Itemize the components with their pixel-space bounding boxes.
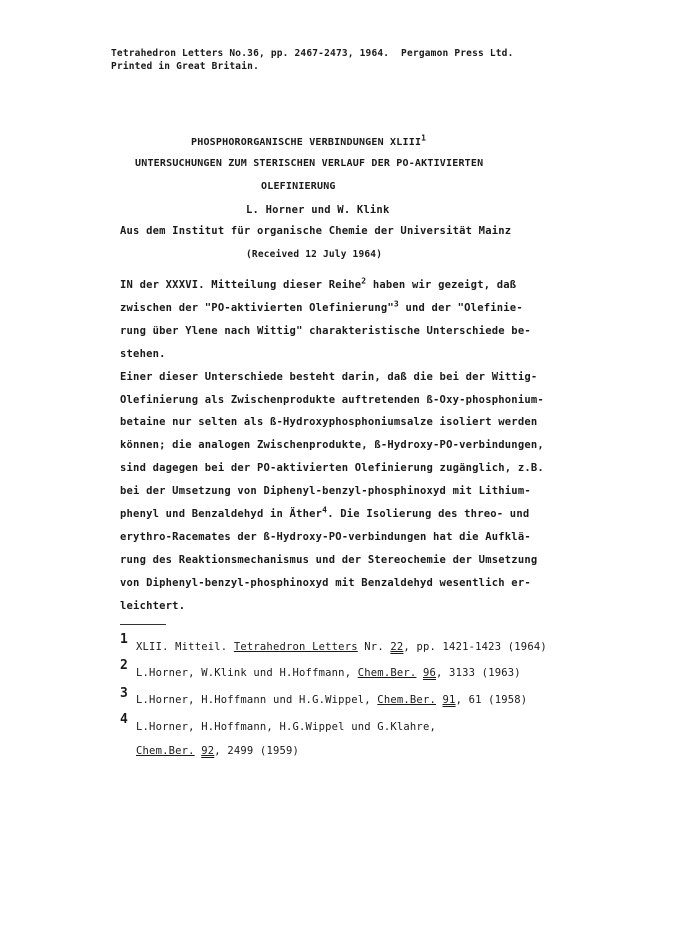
body-text: phenyl und Benzaldehyd in Äther (120, 508, 323, 520)
body-line: Einer dieser Unterschiede besteht darin, daß die bei der Wittig- (120, 371, 538, 383)
body-line: rung über Ylene nach Wittig" charakteristische Unterschiede be- (120, 325, 531, 337)
title-line-2: UNTERSUCHUNGEN ZUM STERISCHEN VERLAUF DER PO-AKTIVIERTEN (135, 158, 484, 169)
body-line: können; die analogen Zwischenprodukte, ß-Hydroxy-PO-verbindungen, (120, 439, 544, 451)
body-line (120, 505, 530, 520)
body-text: und der "Olefinie- (398, 302, 523, 314)
journal-header-line: Tetrahedron Letters No.36, pp. 2467-2473, 1964. Pergamon Press Ltd. (111, 48, 514, 59)
footnote-text: , 3133 (1963) (436, 667, 521, 679)
received-date: (Received 12 July 1964) (246, 249, 383, 260)
footnote-text: L.Horner, H.Hoffmann und H.G.Wippel, (136, 694, 378, 706)
volume-number: 91 (442, 694, 456, 706)
footnote-text: L.Horner, W.Klink und H.Hoffmann, (136, 667, 358, 679)
footnote-4-continued (136, 745, 299, 757)
footnote-ref: 3 (393, 299, 399, 309)
footnote-text: XLII. Mitteil. (136, 641, 234, 653)
body-line: stehen. (120, 348, 166, 360)
body-line: leichtert. (120, 600, 186, 612)
body-line: von Diphenyl-benzyl-phosphinoxyd mit Benzaldehyd wesentlich er- (120, 577, 531, 589)
footnote-mark: 3 (120, 686, 128, 701)
title-footnote-ref: 1 (421, 133, 427, 143)
footnote-2 (136, 667, 521, 679)
footnote-separator (120, 624, 166, 625)
body-line: betaine nur selten als ß-Hydroxyphosphoniumsalze isoliert werden (120, 416, 538, 428)
body-line (120, 276, 517, 291)
journal-name: Chem.Ber. (136, 745, 195, 757)
journal-name: Chem.Ber. (357, 667, 417, 679)
footnote-4: L.Horner, H.Hoffmann, H.G.Wippel und G.Klahre, (136, 721, 436, 733)
printed-in-line: Printed in Great Britain. (111, 61, 259, 72)
body-text: zwischen der "PO-aktivierten Olefinierung" (120, 302, 394, 314)
volume-number: 92 (201, 745, 215, 757)
authors: L. Horner und W. Klink (246, 204, 390, 216)
body-line: rung des Reaktionsmechanismus und der Stereochemie der Umsetzung (120, 554, 538, 566)
footnote-text: Nr. (357, 641, 391, 653)
body-line (120, 299, 523, 314)
body-text: haben wir gezeigt, daß (366, 279, 517, 291)
title-line-3: OLEFINIERUNG (261, 181, 336, 192)
journal-name: Tetrahedron Letters (233, 641, 358, 653)
footnote-ref: 4 (322, 505, 328, 515)
footnote-1 (136, 641, 547, 653)
body-line: Olefinierung als Zwischenprodukte auftretenden ß-Oxy-phosphonium- (120, 394, 544, 406)
footnote-ref: 2 (361, 276, 367, 286)
volume-number: 22 (390, 641, 404, 653)
body-line: bei der Umsetzung von Diphenyl-benzyl-phosphinoxyd mit Lithium- (120, 485, 531, 497)
footnote-3 (136, 694, 527, 706)
body-text: . Die Isolierung des threo- und (327, 508, 530, 520)
footnote-text: , pp. 1421-1423 (1964) (403, 641, 547, 653)
footnote-text: , 2499 (1959) (214, 745, 300, 757)
journal-name: Chem.Ber. (377, 694, 436, 706)
footnote-mark: 1 (120, 632, 128, 647)
footnote-mark: 4 (120, 712, 128, 727)
title-line-1-text: PHOSPHORORGANISCHE VERBINDUNGEN XLIII (191, 137, 422, 148)
footnote-mark: 2 (120, 658, 128, 673)
affiliation: Aus dem Institut für organische Chemie der Universität Mainz (120, 225, 512, 237)
volume-number: 96 (422, 667, 437, 679)
body-text: IN der XXXVI. Mitteilung dieser Reihe (120, 279, 362, 291)
body-line: sind dagegen bei der PO-aktivierten Olefinierung zugänglich, z.B. (120, 462, 544, 474)
body-line: erythro-Racemates der ß-Hydroxy-PO-verbindungen hat die Aufklä- (120, 531, 531, 543)
footnote-text: , 61 (1958) (455, 694, 528, 706)
title-line-1 (191, 133, 427, 148)
